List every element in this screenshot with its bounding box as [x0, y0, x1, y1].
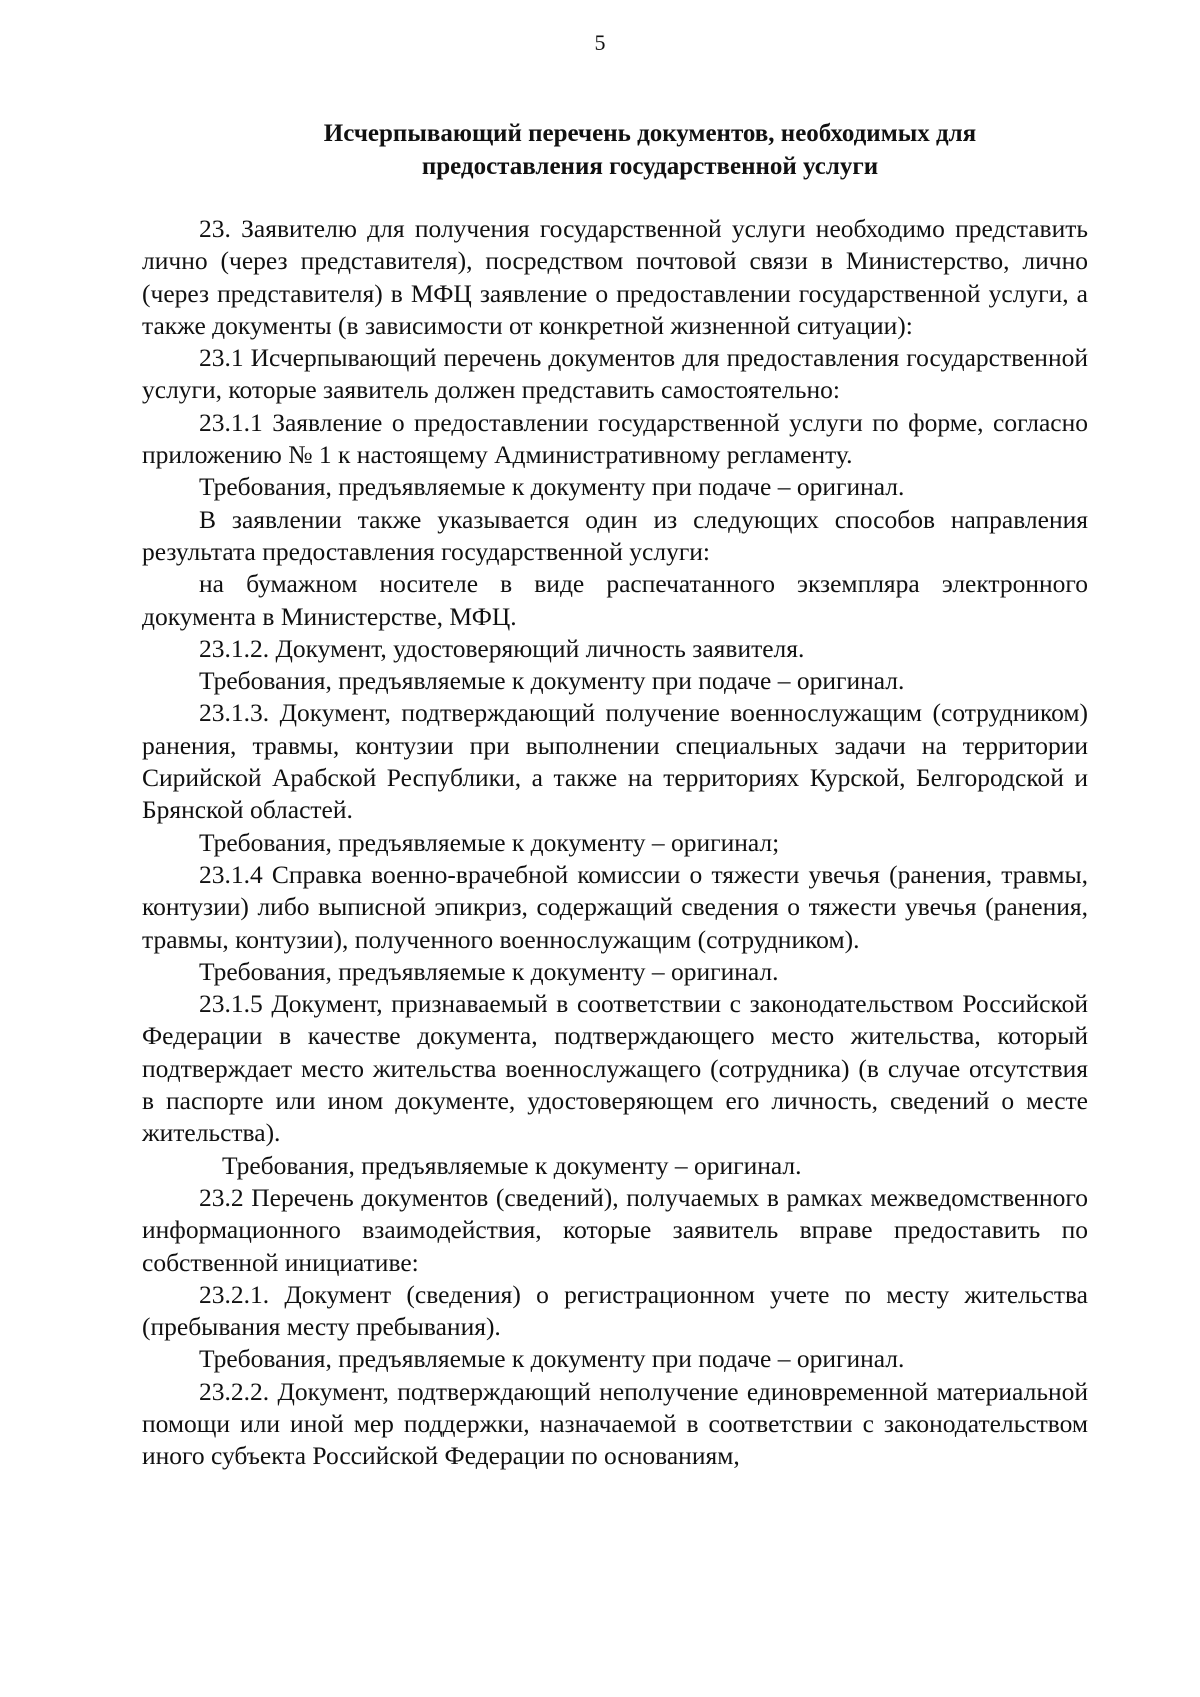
- paragraph-23-1: 23.1 Исчерпывающий перечень документов для предоставления государственной услуги, которые заявитель должен представить самостоятельно:: [142, 343, 1088, 405]
- requirement-paragraph: Требования, предъявляемые к документу – оригинал.: [199, 956, 779, 986]
- requirement-paragraph: Требования, предъявляемые к документу при подаче – оригинал.: [199, 1344, 905, 1374]
- paragraph-23-1-1: 23.1.1 Заявление о предоставлении государственной услуги по форме, согласно приложению № 1 к настоящему Административному регламенту.: [142, 407, 1088, 470]
- requirement-paragraph: Требования, предъявляемые к документу при подаче – оригинал.: [199, 666, 905, 696]
- requirement-paragraph: Требования, предъявляемые к документу – оригинал;: [199, 827, 780, 857]
- delivery-method-paragraph: В заявлении также указывается один из следующих способов направления результата предоставления государственной услуги:: [142, 504, 1088, 566]
- section-heading-line-2: предоставления государственной услуги: [421, 153, 879, 180]
- paragraph-23-1-3: 23.1.3. Документ, подтверждающий получение военнослужащим (сотрудником) ранения, травмы, контузии при выполнении специальных задачи на территории Сирийской Арабской Республики, а также на территориях Курской, Белгородской и Брянской областей.: [142, 698, 1088, 825]
- paragraph-23-2-1: 23.2.1. Документ (сведения) о регистрационном учете по месту жительства (пребывания месту пребывания).: [142, 1279, 1088, 1342]
- paragraph-23-2-2: 23.2.2. Документ, подтверждающий неполучение единовременной материальной помощи или иной мер поддержки, назначаемой в соответствии с законодательством иного субъекта Российской Федерации по основаниям,: [142, 1376, 1088, 1471]
- requirement-paragraph: Требования, предъявляемые к документу – оригинал.: [222, 1150, 802, 1180]
- paragraph-23-2: 23.2 Перечень документов (сведений), получаемых в рамках межведомственного информационного взаимодействия, которые заявитель вправе предоставить по собственной инициативе:: [142, 1182, 1088, 1277]
- section-heading-line-1: Исчерпывающий перечень документов, необходимых для: [323, 120, 977, 147]
- paragraph-23-1-4: 23.1.4 Справка военно-врачебной комиссии о тяжести увечья (ранения, травмы, контузии) либо выписной эпикриз, содержащий сведения о тяжести увечья (ранения, травмы, контузии), полученного военнослужащим (сотрудником).: [142, 859, 1088, 954]
- paragraph-23-1-5: 23.1.5 Документ, признаваемый в соответствии с законодательством Российской Федерации в качестве документа, подтверждающего место жительства, который подтверждает место жительства военнослужащего (сотрудника) (в случае отсутствия в паспорте или ином документе, удостоверяющем его личность, сведений о месте жительства).: [142, 989, 1088, 1148]
- paper-delivery-paragraph: на бумажном носителе в виде распечатанного экземпляра электронного документа в Министерстве, МФЦ.: [142, 569, 1088, 631]
- page-number: 5: [594, 30, 606, 55]
- requirement-paragraph: Требования, предъявляемые к документу при подаче – оригинал.: [199, 472, 905, 502]
- document-body: [142, 213, 1088, 1473]
- section-heading: [200, 117, 1100, 183]
- paragraph-23-1-2: 23.1.2. Документ, удостоверяющий личность заявителя.: [199, 633, 805, 663]
- paragraph-23: 23. Заявителю для получения государственной услуги необходимо представить лично (через представителя), посредством почтовой связи в Министерство, лично (через представителя) в МФЦ заявление о предоставлении государственной услуги, а также документы (в зависимости от конкретной жизненной ситуации):: [142, 214, 1088, 340]
